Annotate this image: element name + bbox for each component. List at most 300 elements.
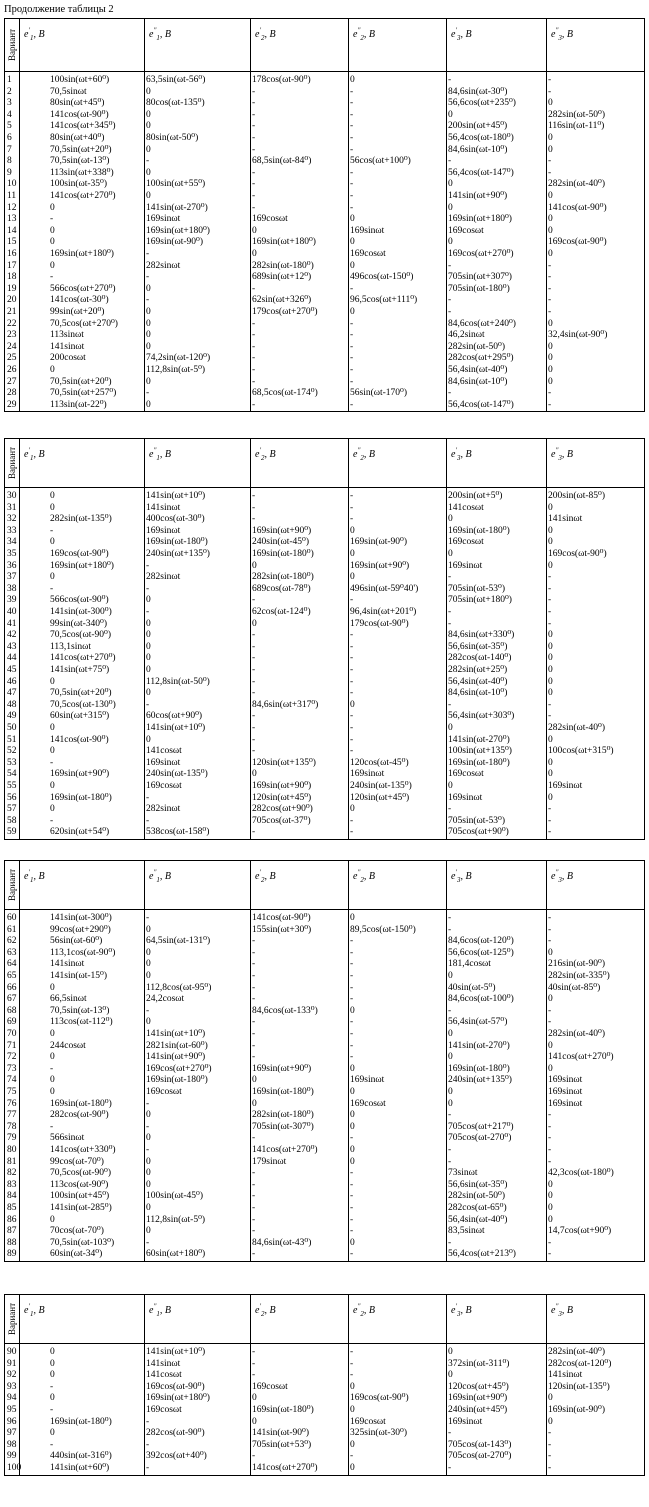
cell-value: - [252, 1249, 256, 1260]
variant-number: 27 [7, 376, 17, 387]
variant-number: 45 [7, 665, 17, 675]
cell-value: 84,6sin(ωt-10⁰) [448, 688, 508, 699]
cell-value: 0 [548, 560, 553, 571]
cell-value: 100cos(ωt+315⁰) [548, 746, 614, 757]
column-symbol: $e^"_1$, B [149, 447, 172, 463]
cell-value: 169sinωt [548, 1087, 583, 1097]
cell-value: - [50, 1063, 54, 1074]
column-header-4 [348, 439, 446, 487]
cell-value: 169cos(ωt-90⁰) [146, 1381, 205, 1392]
cell-value: 240sin(ωt-135⁰) [146, 769, 208, 780]
cell-value: - [252, 1214, 256, 1225]
cell-value: 372sin(ωt-311⁰) [448, 1358, 510, 1369]
variant-number: 55 [7, 781, 17, 791]
column-symbol: $e'_1$, B [24, 869, 45, 885]
cell-value: 116sin(ωt-11⁰) [548, 121, 605, 132]
cell-value: 141cos(ωt-90⁰) [548, 202, 607, 213]
cell-value: 141sin(ωt-90⁰) [252, 1428, 310, 1439]
cell-value: 0 [548, 133, 553, 143]
cell-value: 70,5sin(ωt+20⁰) [50, 688, 112, 699]
column-symbol: $e'_2$, B [255, 27, 276, 43]
column-header-1 [19, 861, 144, 909]
cell-value: 282sinωt [146, 260, 181, 271]
column-symbol: $e'_1$, B [24, 447, 45, 463]
cell-value: 0 [350, 1463, 355, 1473]
column-header-1 [19, 1295, 144, 1343]
cell-value: 0 [350, 75, 355, 85]
cell-value: - [146, 1439, 150, 1450]
cell-value: 80sin(ωt+45⁰) [50, 98, 105, 109]
cell-value: 169sin(ωt+90⁰) [50, 769, 110, 780]
cell-value: - [252, 947, 256, 958]
cell-value: - [252, 1168, 256, 1179]
cell-value: - [146, 1463, 150, 1473]
cell-value: 141sinωt [548, 1370, 583, 1381]
cell-value: - [252, 1358, 256, 1369]
cell-value: 0 [146, 1168, 151, 1179]
cell-value: 0 [548, 353, 553, 364]
cell-value: 120cos(ωt-45⁰) [350, 757, 409, 768]
cell-value: 169sin(ωt-180⁰) [448, 757, 510, 768]
cell-value: 100sin(ωt+60⁰) [50, 75, 110, 85]
variant-number: 22 [7, 318, 17, 329]
cell-value: - [350, 688, 354, 699]
cell-value: - [350, 595, 354, 606]
cell-value: - [350, 98, 354, 109]
cell-value: 84,6cos(ωt-133⁰) [252, 1005, 318, 1016]
cell-value: 0 [548, 734, 553, 745]
cell-value: - [252, 86, 256, 97]
variant-number: 8 [7, 156, 12, 167]
cell-value: 240sin(ωt+135⁰) [146, 549, 210, 559]
cell-value: - [548, 711, 552, 722]
cell-value: 0 [548, 502, 553, 513]
cell-value: 56,4cos(ωt-180⁰) [448, 133, 514, 143]
variant-number: 70 [7, 1029, 17, 1039]
cell-value: 169cos(ωt-90⁰) [548, 549, 607, 559]
cell-value: 0 [350, 804, 355, 815]
cell-value: 169sin(ωt-180⁰) [50, 1416, 112, 1427]
cell-value: 141sinωt [50, 959, 85, 970]
cell-value: 0 [548, 98, 553, 109]
cell-value: - [252, 641, 256, 652]
cell-value: 141cosωt [448, 502, 484, 513]
cell-value: - [448, 295, 452, 306]
column-header-1 [19, 19, 144, 71]
cell-value: - [50, 1381, 54, 1392]
cell-value: - [252, 1133, 256, 1144]
cell-value: 0 [146, 1156, 151, 1167]
cell-value: - [350, 330, 354, 341]
variant-number: 46 [7, 676, 17, 687]
cell-value: 64,5sin(ωt-131⁰) [146, 936, 211, 947]
cell-value: 0 [146, 641, 151, 652]
variant-number: 59 [7, 827, 17, 838]
cell-value: - [350, 676, 354, 687]
cell-value: 0 [50, 537, 55, 548]
cell-value: 0 [350, 1110, 355, 1121]
cell-value: 0 [50, 804, 55, 815]
cell-value: - [548, 1451, 552, 1462]
cell-value: 282sin(ωt-40⁰) [548, 723, 606, 733]
cell-value: 141sin(ωt-270⁰) [448, 734, 510, 745]
cell-value: 99sin(ωt+20⁰) [50, 307, 105, 317]
cell-value: 68,5sin(ωt-84⁰) [252, 156, 312, 167]
cell-value: - [146, 1121, 150, 1132]
variant-number: 78 [7, 1121, 17, 1132]
cell-value: 0 [548, 994, 553, 1005]
cell-value: 56,4sin(ωt-40⁰) [448, 676, 508, 687]
cell-value: 244cosωt [50, 1040, 86, 1051]
cell-value: - [350, 514, 354, 525]
variant-header-label: Вариант [7, 868, 17, 902]
cell-value: - [146, 1416, 150, 1427]
cell-value: 169cosωt [350, 249, 386, 259]
variant-number: 52 [7, 746, 17, 757]
cell-value: 0 [548, 191, 553, 201]
column-header-2 [144, 439, 250, 487]
cell-value: 0 [146, 1226, 151, 1237]
cell-value: 80sin(ωt+40⁰) [50, 133, 105, 143]
cell-value: 141sin(ωt+60⁰) [50, 1463, 110, 1473]
cell-value: 0 [50, 1075, 55, 1086]
cell-value: - [350, 1226, 354, 1237]
cell-value: - [146, 583, 150, 594]
cell-value: 56,4sin(ωt-40⁰) [448, 365, 508, 375]
cell-value: 169sinωt [350, 1075, 385, 1086]
column-symbol: $e'_3$, B [451, 1303, 472, 1319]
cell-value: 169sin(ωt+180⁰) [252, 237, 316, 248]
cell-value: - [146, 388, 150, 399]
variant-number: 34 [7, 537, 17, 548]
cell-value: 112,8sin(ωt-50⁰) [146, 676, 210, 687]
column-header-2 [144, 861, 250, 909]
cell-value: - [350, 734, 354, 745]
cell-value: 216sin(ωt-90⁰) [548, 959, 606, 970]
table-body [5, 910, 644, 1264]
cell-value: - [350, 365, 354, 375]
column-header-5 [446, 1295, 546, 1343]
cell-value: 169sin(ωt-180⁰) [252, 549, 314, 559]
variant-number: 40 [7, 607, 17, 617]
cell-value: 200sin(ωt-85⁰) [548, 491, 606, 501]
cell-value: - [448, 156, 452, 167]
cell-value: 89,5cos(ωt-150⁰) [350, 924, 416, 935]
cell-value: - [252, 1040, 256, 1051]
cell-value: 0 [350, 237, 355, 248]
cell-value: 169cosωt [448, 537, 484, 548]
cell-value: 84,6sin(ωt-10⁰) [448, 144, 508, 155]
cell-value: 0 [50, 746, 55, 757]
cell-value: 282sin(ωt-50⁰) [448, 341, 506, 352]
variant-number: 63 [7, 947, 17, 958]
cell-value: 141sin(ωt-300⁰) [50, 913, 112, 923]
variant-header-cell [5, 439, 20, 487]
cell-value: 169cosωt [146, 1087, 182, 1097]
cell-value: - [146, 1145, 150, 1155]
cell-value: 113cos(ωt-90⁰) [50, 1179, 109, 1190]
cell-value: 169sin(ωt+180⁰) [50, 560, 114, 571]
cell-value: - [350, 86, 354, 97]
cell-value: 0 [146, 947, 151, 958]
variant-number: 82 [7, 1168, 17, 1179]
cell-value: 0 [146, 971, 151, 981]
variant-number: 65 [7, 971, 17, 981]
cell-value: 70,5cos(ωt+270⁰) [50, 318, 118, 329]
cell-value: 0 [50, 225, 55, 236]
cell-value: 56,6cos(ωt-125⁰) [448, 947, 514, 958]
variant-number: 21 [7, 307, 17, 317]
cell-value: 56sin(ωt-170⁰) [350, 388, 408, 399]
cell-value: 169cos(ωt-90⁰) [548, 237, 607, 248]
cell-value: 2821sin(ωt-60⁰) [146, 1040, 208, 1051]
cell-value: 169sin(ωt+180⁰) [448, 214, 512, 225]
column-header-3 [250, 19, 348, 71]
cell-value: 0 [350, 1405, 355, 1415]
cell-value: 179cos(ωt-90⁰) [350, 618, 409, 629]
variant-number: 13 [7, 214, 17, 225]
column-symbol: $e'_3$, B [451, 869, 472, 885]
cell-value: 0 [146, 283, 151, 294]
cell-value: 0 [146, 1110, 151, 1121]
cell-value: 169sin(ωt+180⁰) [146, 225, 210, 236]
cell-value: 0 [146, 595, 151, 606]
cell-value: 0 [350, 572, 355, 583]
variant-number: 68 [7, 1005, 17, 1016]
cell-value: 70,5sin(ωt-13⁰) [50, 156, 110, 167]
table-body [5, 488, 644, 842]
cell-value: 169sin(ωt+90⁰) [252, 525, 312, 536]
cell-value: 0 [50, 202, 55, 213]
cell-value: 0 [548, 641, 553, 652]
cell-value: - [548, 1156, 552, 1167]
variant-number: 100 [7, 1463, 22, 1473]
cell-value: - [350, 1133, 354, 1144]
cell-value: 113,1cos(ωt-90⁰) [50, 947, 116, 958]
cell-value: - [252, 133, 256, 143]
cell-value: - [50, 815, 54, 826]
column-header-3 [250, 861, 348, 909]
cell-value: - [252, 365, 256, 375]
cell-value: - [252, 936, 256, 947]
cell-value: - [548, 913, 552, 923]
variant-number: 24 [7, 341, 17, 352]
cell-value: 0 [50, 237, 55, 248]
variant-number: 10 [7, 179, 17, 190]
cell-value: 141cos(ωt+270⁰) [50, 653, 116, 664]
cell-value: 0 [252, 769, 257, 780]
column-header-5 [446, 19, 546, 71]
cell-value: 169sin(ωt-180⁰) [252, 1087, 314, 1097]
variant-number: 38 [7, 583, 17, 594]
column-header-5 [446, 439, 546, 487]
cell-value: - [350, 144, 354, 155]
cell-value: 240sin(ωt+45⁰) [448, 1405, 508, 1415]
variant-number: 77 [7, 1110, 17, 1121]
cell-value: 68,5cos(ωt-174⁰) [252, 388, 318, 399]
cell-value: - [350, 1029, 354, 1039]
cell-value: 169cos(ωt-90⁰) [50, 549, 109, 559]
cell-value: 0 [548, 341, 553, 352]
cell-value: 0 [548, 537, 553, 548]
cell-value: 70,5sin(ωt+20⁰) [50, 376, 112, 387]
cell-value: 84,6sin(ωt-10⁰) [448, 376, 508, 387]
cell-value: 99sin(ωt-340⁰) [50, 618, 108, 629]
cell-value: 56,4cos(ωt-147⁰) [448, 399, 514, 410]
cell-value: - [252, 202, 256, 213]
cell-value: 100sin(ωt-35⁰) [50, 179, 108, 190]
cell-value: - [548, 399, 552, 410]
cell-value: 496cos(ωt-150⁰) [350, 272, 414, 283]
cell-value: - [146, 815, 150, 826]
column-header-4 [348, 861, 446, 909]
cell-value: - [448, 1156, 452, 1167]
cell-value: 0 [146, 630, 151, 641]
cell-value: - [548, 607, 552, 617]
cell-value: 0 [146, 1017, 151, 1028]
cell-value: - [548, 1121, 552, 1132]
cell-value: - [146, 295, 150, 306]
cell-value: 0 [350, 1156, 355, 1167]
cell-value: 0 [350, 1145, 355, 1155]
cell-value: - [350, 1017, 354, 1028]
variant-number: 14 [7, 225, 17, 236]
cell-value: 0 [448, 1347, 453, 1357]
cell-value: - [350, 1203, 354, 1213]
cell-value: 0 [146, 924, 151, 935]
cell-value: - [350, 353, 354, 364]
cell-value: - [548, 307, 552, 317]
cell-value: 0 [448, 514, 453, 525]
cell-value: 0 [350, 1005, 355, 1016]
cell-value: 282sin(ωt-180⁰) [252, 260, 314, 271]
cell-value: 0 [50, 676, 55, 687]
cell-value: 169sin(ωt-180⁰) [146, 1075, 208, 1086]
cell-value: 0 [146, 330, 151, 341]
cell-value: - [252, 746, 256, 757]
cell-value: - [252, 959, 256, 970]
cell-value: 169sinωt [548, 1075, 583, 1086]
variant-header-cell [5, 19, 20, 71]
cell-value: - [448, 699, 452, 710]
cell-value: 83,5sinωt [448, 1226, 485, 1237]
column-header-4 [348, 1295, 446, 1343]
cell-value: 141cos(ωt+270⁰) [252, 1463, 318, 1473]
cell-value: - [548, 156, 552, 167]
variant-number: 88 [7, 1237, 17, 1248]
cell-value: 56,6cos(ωt+235⁰) [448, 98, 516, 109]
cell-value: - [548, 75, 552, 85]
cell-value: 282sin(ωt-180⁰) [252, 1110, 314, 1121]
cell-value: 0 [350, 307, 355, 317]
column-header-2 [144, 1295, 250, 1343]
variant-number: 30 [7, 491, 17, 501]
data-table [4, 18, 645, 412]
cell-value: 169sinωt [548, 1098, 583, 1109]
cell-value: 0 [448, 202, 453, 213]
cell-value: 112,8sin(ωt-5⁰) [146, 1214, 206, 1225]
variant-number: 48 [7, 699, 17, 710]
cell-value: 169cosωt [252, 1381, 288, 1392]
cell-value: 141sin(ωt+75⁰) [50, 665, 110, 675]
cell-value: 141cos(ωt-90⁰) [50, 109, 109, 120]
variant-number: 26 [7, 365, 17, 375]
cell-value: 169sinωt [548, 781, 583, 791]
data-table [4, 438, 645, 840]
cell-value: 0 [146, 618, 151, 629]
cell-value: 392cos(ωt+40⁰) [146, 1451, 207, 1462]
variant-header-cell [5, 861, 20, 909]
cell-value: 240sin(ωt+135⁰) [448, 1075, 512, 1086]
column-symbol: $e^"_2$, B [353, 869, 376, 885]
variant-number: 7 [7, 144, 12, 155]
cell-value: 0 [448, 237, 453, 248]
cell-value: 0 [146, 376, 151, 387]
cell-value: 0 [448, 549, 453, 559]
cell-value: - [448, 307, 452, 317]
cell-value: 705cos(ωt+90⁰) [448, 827, 509, 838]
table-header [5, 1295, 644, 1344]
cell-value: 705cos(ωt-270⁰) [448, 1133, 512, 1144]
cell-value: - [350, 815, 354, 826]
cell-value: 0 [50, 572, 55, 583]
cell-value: 0 [50, 491, 55, 501]
variant-number: 23 [7, 330, 17, 341]
cell-value: - [548, 167, 552, 178]
variant-number: 73 [7, 1063, 17, 1074]
variant-number: 36 [7, 560, 17, 571]
variant-number: 69 [7, 1017, 17, 1028]
cell-value: 169cosωt [350, 1098, 386, 1109]
cell-value: - [50, 1121, 54, 1132]
cell-value: 40sin(ωt-85⁰) [548, 982, 601, 993]
cell-value: 141sin(ωt-270⁰) [448, 1040, 510, 1051]
cell-value: - [252, 191, 256, 201]
cell-value: - [252, 688, 256, 699]
cell-value: - [146, 249, 150, 259]
variant-number: 71 [7, 1040, 17, 1051]
cell-value: - [548, 1428, 552, 1439]
cell-value: 0 [146, 959, 151, 970]
cell-value: - [350, 491, 354, 501]
cell-value: - [548, 283, 552, 294]
cell-value: - [548, 618, 552, 629]
cell-value: 56,6sin(ωt-35⁰) [448, 641, 508, 652]
variant-header-cell [5, 1295, 20, 1343]
cell-value: 566cos(ωt-90⁰) [50, 595, 109, 606]
cell-value: 0 [350, 1121, 355, 1132]
cell-value: 0 [448, 1052, 453, 1063]
cell-value: 0 [548, 1179, 553, 1190]
cell-value: 70,5sin(ωt-103⁰) [50, 1237, 115, 1248]
cell-value: 0 [350, 549, 355, 559]
cell-value: 282sin(ωt-50⁰) [548, 109, 606, 120]
cell-value: - [252, 109, 256, 120]
cell-value: - [548, 1249, 552, 1260]
cell-value: 0 [548, 676, 553, 687]
cell-value: 141sin(ωt+90⁰) [448, 191, 508, 201]
cell-value: - [146, 1237, 150, 1248]
cell-value: - [448, 1005, 452, 1016]
cell-value: 705cos(ωt+217⁰) [448, 1121, 514, 1132]
variant-number: 31 [7, 502, 17, 513]
cell-value: 0 [448, 1370, 453, 1381]
cell-value: - [252, 1203, 256, 1213]
variant-number: 1 [7, 75, 12, 85]
cell-value: 282sin(ωt+25⁰) [448, 665, 508, 675]
table-header [5, 861, 644, 910]
cell-value: - [50, 1405, 54, 1415]
